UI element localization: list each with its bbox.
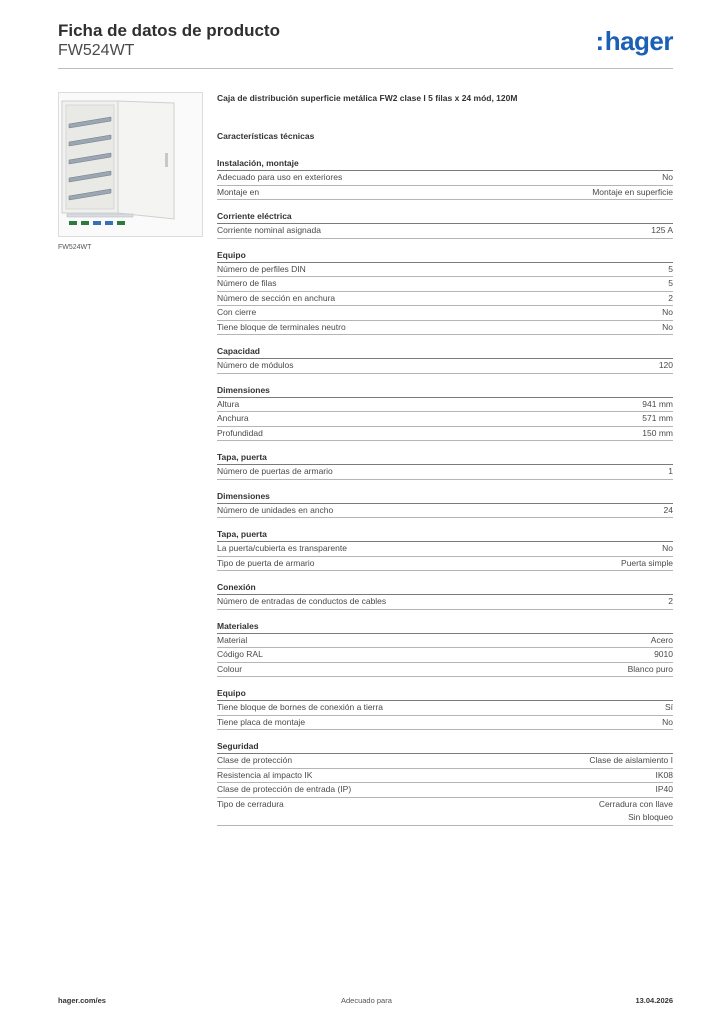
spec-row: [217, 634, 673, 649]
spec-value: Montaje en superficie: [592, 186, 673, 197]
spec-section: [217, 581, 673, 610]
hager-logo: :hager: [595, 26, 673, 56]
spec-section: [217, 687, 673, 730]
spec-row: [217, 504, 673, 519]
spec-value: Puerta simple: [621, 557, 673, 568]
section-title: Capacidad: [217, 345, 673, 359]
spec-row: [217, 716, 673, 731]
spec-value: 9010: [654, 649, 673, 659]
spec-value: 24: [663, 504, 673, 515]
spec-value: 5: [668, 278, 673, 288]
spec-value: 125 A: [651, 225, 673, 235]
spec-row: [217, 263, 673, 278]
spec-value: Cerradura con llave Sin bloqueo: [598, 798, 673, 822]
spec-row: [217, 701, 673, 716]
footer-note: Adecuado para: [341, 996, 392, 1005]
spec-label: Altura: [217, 398, 240, 409]
page-header: [58, 20, 673, 60]
spec-label: Con cierre: [217, 307, 257, 317]
product-specifications: [217, 92, 673, 826]
spec-label: Número de unidades en ancho: [217, 504, 334, 515]
spec-section: [217, 620, 673, 678]
spec-label: Tipo de puerta de armario: [217, 557, 315, 568]
image-caption: FW524WT: [58, 244, 92, 251]
spec-label: Número de perfiles DIN: [217, 263, 306, 274]
section-title: Materiales: [217, 620, 673, 634]
section-title: Tapa, puerta: [217, 528, 673, 542]
spec-row: [217, 798, 673, 826]
spec-label: Número de filas: [217, 278, 277, 288]
spec-value: 150 mm: [642, 427, 673, 438]
spec-value: IP40: [655, 784, 673, 794]
section-title: Tapa, puerta: [217, 451, 673, 465]
header-divider: [58, 68, 673, 69]
spec-sections: [217, 157, 673, 826]
spec-row: [217, 769, 673, 784]
spec-value: Sí: [664, 702, 673, 712]
spec-row: [217, 663, 673, 678]
section-title: Conexión: [217, 581, 673, 595]
spec-value: Acero: [650, 634, 673, 645]
distribution-cabinet-image: [59, 93, 202, 236]
spec-value: 2: [668, 596, 673, 606]
section-title: Seguridad: [217, 740, 673, 754]
spec-label: Profundidad: [217, 427, 263, 438]
document-title: Ficha de datos de producto: [58, 21, 280, 40]
spec-section: [217, 210, 673, 239]
section-title: Instalación, montaje: [217, 157, 673, 171]
spec-value: No: [662, 172, 673, 182]
spec-value: 120: [658, 360, 673, 370]
spec-row: [217, 224, 673, 239]
section-title: Dimensiones: [217, 384, 673, 398]
spec-section: [217, 740, 673, 826]
spec-value: 1: [668, 466, 673, 476]
spec-value: 5: [668, 263, 673, 274]
spec-label: Tipo de cerradura: [217, 798, 284, 809]
footer-date: 13.04.2026: [635, 996, 673, 1005]
spec-value: 941 mm: [642, 398, 673, 409]
spec-value: IK08: [655, 769, 673, 780]
spec-section: [217, 345, 673, 374]
spec-label: Código RAL: [217, 649, 263, 659]
spec-row: [217, 557, 673, 572]
spec-row: [217, 398, 673, 413]
spec-label: Número de puertas de armario: [217, 466, 333, 476]
spec-value: Clase de aislamiento I: [589, 755, 673, 765]
spec-section: [217, 490, 673, 519]
spec-label: Número de sección en anchura: [217, 292, 336, 303]
spec-label: Número de módulos: [217, 360, 294, 370]
spec-value: No: [662, 543, 673, 553]
spec-value: 2: [668, 292, 673, 303]
spec-row: [217, 171, 673, 186]
spec-label: Material: [217, 634, 248, 645]
spec-value: 571 mm: [642, 413, 673, 423]
spec-section: [217, 451, 673, 480]
section-title: Equipo: [217, 249, 673, 263]
product-code: FW524WT: [58, 42, 135, 59]
technical-characteristics-heading: Características técnicas: [217, 131, 315, 141]
spec-row: [217, 542, 673, 557]
spec-row: [217, 754, 673, 769]
section-title: Dimensiones: [217, 490, 673, 504]
spec-row: [217, 648, 673, 663]
spec-label: Clase de protección: [217, 755, 293, 765]
spec-label: Montaje en: [217, 186, 260, 197]
spec-label: Adecuado para uso en exteriores: [217, 172, 343, 182]
section-title: Corriente eléctrica: [217, 210, 673, 224]
spec-label: Tiene bloque de terminales neutro: [217, 321, 346, 332]
spec-label: Resistencia al impacto IK: [217, 769, 313, 780]
spec-row: [217, 412, 673, 427]
product-description: Caja de distribución superficie metálica FW2 clase I 5 filas x 24 mód, 120M: [217, 93, 518, 103]
spec-row: [217, 277, 673, 292]
spec-label: Número de entradas de conductos de cables: [217, 596, 387, 606]
spec-value: No: [662, 716, 673, 727]
spec-section: [217, 157, 673, 200]
spec-row: [217, 427, 673, 442]
spec-label: Clase de protección de entrada (IP): [217, 784, 352, 794]
spec-row: [217, 292, 673, 307]
spec-label: Corriente nominal asignada: [217, 225, 321, 235]
spec-section: [217, 249, 673, 336]
spec-row: [217, 783, 673, 798]
spec-label: La puerta/cubierta es transparente: [217, 543, 347, 553]
spec-row: [217, 306, 673, 321]
spec-label: Tiene placa de montaje: [217, 716, 306, 727]
spec-row: [217, 465, 673, 480]
spec-label: Tiene bloque de bornes de conexión a tierra: [217, 702, 384, 712]
spec-section: [217, 528, 673, 571]
spec-value: No: [662, 307, 673, 317]
section-title: Equipo: [217, 687, 673, 701]
spec-value: No: [662, 321, 673, 332]
spec-label: Anchura: [217, 413, 249, 423]
product-image: [58, 92, 203, 237]
spec-row: [217, 359, 673, 374]
spec-label: Colour: [217, 663, 243, 674]
spec-section: [217, 384, 673, 442]
spec-value: Blanco puro: [627, 663, 673, 674]
spec-row: [217, 321, 673, 336]
spec-row: [217, 595, 673, 610]
spec-row: [217, 186, 673, 201]
footer-website-link[interactable]: hager.com/es: [58, 996, 106, 1005]
